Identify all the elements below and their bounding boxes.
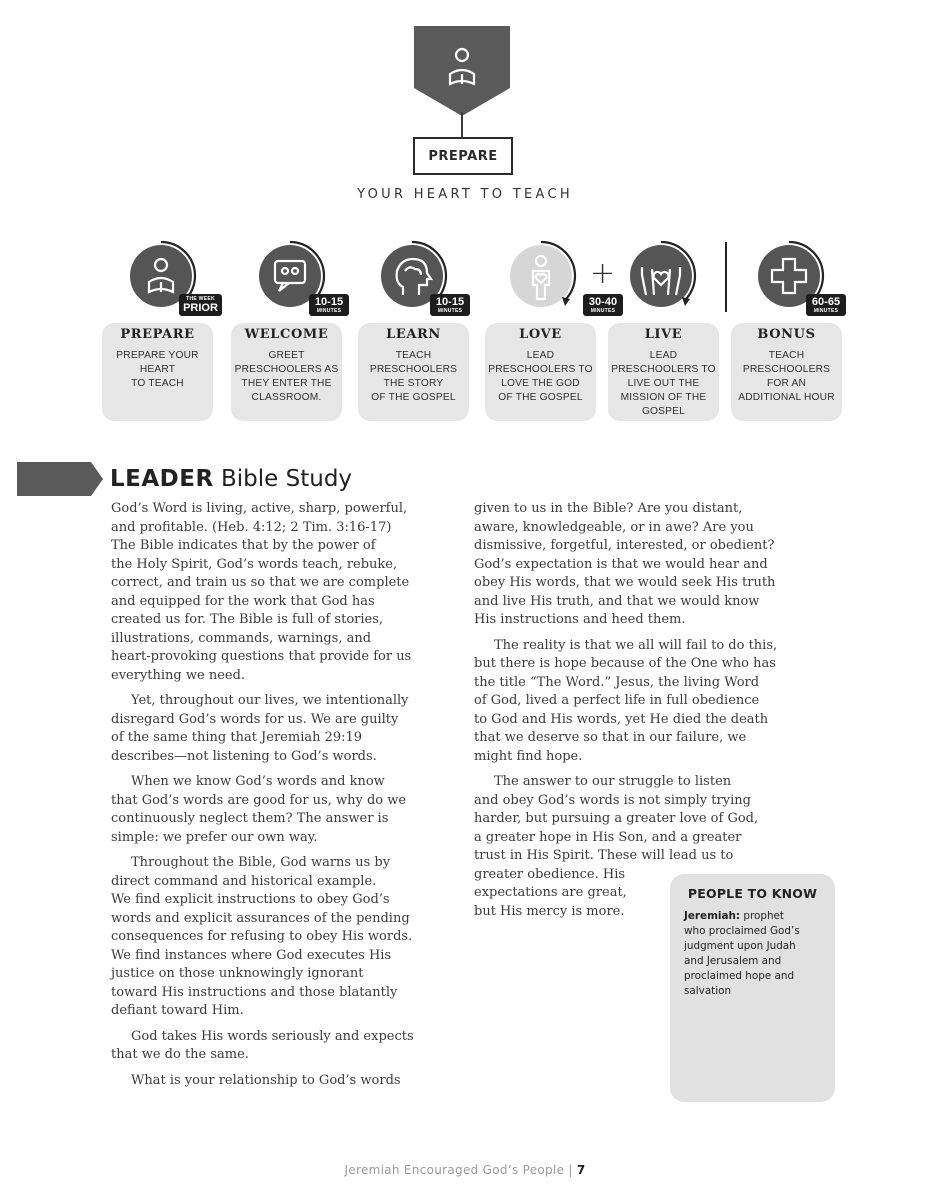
time-badge: THE WEEK PRIOR	[179, 294, 222, 316]
step-card-welcome	[231, 323, 342, 421]
footer-separator: |	[568, 1163, 573, 1177]
paragraph: What is your relationship to God’s words	[131, 1072, 401, 1088]
step-desc: TEACH PRESCHOOLERS THE STORY OF THE GOSPEL	[369, 350, 458, 403]
people-to-know-body: Jeremiah: prophet who proclaimed God’s judgment upon Judah and Jerusalem and proclaimed hope and salvation	[684, 910, 800, 997]
step-desc: LEAD PRESCHOOLERS TO LOVE THE GOD OF THE GOSPEL	[488, 350, 593, 403]
person-heart-icon	[504, 239, 582, 317]
step-desc: GREET PRESCHOOLERS AS THEY ENTER THE CLASSROOM.	[234, 350, 339, 403]
step-card-love	[485, 323, 596, 421]
step-title: LEARN	[386, 327, 441, 342]
step-title: PREPARE	[120, 327, 195, 342]
page-footer	[0, 1163, 930, 1177]
time-badge: 10-15 MINUTES	[309, 294, 349, 316]
step-title: LIVE	[644, 327, 683, 342]
time-badge: 10-15 MINUTES	[430, 294, 470, 316]
paragraph: God’s Word is living, active, sharp, powerful, and profitable. (Heb. 4:12; 2 Tim. 3:16-17) The Bible indicates that by the power of the Holy Spirit, God’s words teach, rebuke, correct, and train us so that we are complete and equipped for the work that God has created us for. The Bible is full of stories, illustrations, commands, warnings, and heart-provoking questions that provide for us everything we need.	[111, 501, 412, 683]
section-tab-arrow	[17, 462, 103, 496]
step-desc: TEACH PRESCHOOLERS FOR AN ADDITIONAL HOUR	[738, 350, 835, 403]
section-divider	[725, 242, 727, 312]
step-desc: PREPARE YOUR HEART TO TEACH	[116, 350, 199, 389]
paragraph: Throughout the Bible, God warns us by direct command and historical example. We find explicit instructions to obey God’s words and explicit assurances of the pending consequences for refusing to obey His words. We find instances where God executes His justice on those unknowingly ignorant toward His instructions and those blatantly defiant toward Him.	[111, 855, 413, 1018]
step-card-learn	[358, 323, 469, 421]
paragraph: The answer to our struggle to listen and obey God’s words is not simply trying harder, but pursuing a greater love of God, a greater hope in His Son, and a greater trust in His Spirit. These will lead us to greater obedience. His expectations are great, but His mercy is more.	[474, 774, 759, 919]
step-desc: LEAD PRESCHOOLERS TO LIVE OUT THE MISSION OF THE GOSPEL	[611, 350, 716, 417]
paragraph: When we know God’s words and know that God’s words are good for us, why do we continuously neglect them? The answer is simple: we prefer our own way.	[111, 774, 407, 845]
body-column-right	[474, 500, 822, 928]
step-card-live	[608, 323, 719, 421]
time-badge: 60-65 MINUTES	[806, 294, 846, 316]
step-card-prepare	[102, 323, 213, 421]
paragraph: Yet, throughout our lives, we intentionally disregard God’s words for us. We are guilty of the same thing that Jeremiah 29:19 describes—not listening to God’s words.	[111, 693, 409, 764]
step-card-bonus	[731, 323, 842, 421]
footer-title: Jeremiah Encouraged God’s People	[344, 1163, 565, 1177]
prepare-box: PREPARE	[413, 137, 513, 175]
paragraph: God takes His words seriously and expects that we do the same.	[111, 1028, 414, 1062]
step-title: LOVE	[519, 327, 562, 342]
body-column-left	[111, 500, 456, 1097]
person-name: Jeremiah:	[684, 910, 741, 922]
time-badge: 30-40 MINUTES	[583, 294, 623, 316]
step-title: WELCOME	[244, 327, 329, 342]
people-to-know-title: PEOPLE TO KNOW	[687, 886, 818, 901]
banner-shape	[414, 26, 510, 118]
step-title: BONUS	[757, 327, 816, 342]
people-to-know-box	[670, 874, 835, 1102]
paragraph: given to us in the Bible? Are you distant, aware, knowledgeable, or in awe? Are you dismissive, forgetful, interested, or obedient? God’s expectation is that we would hear and obey His words, that we would seek His truth and live His truth, and that we would know His instructions and heed them.	[474, 501, 776, 627]
banner-stem	[461, 112, 463, 138]
page-number: 7	[576, 1163, 586, 1177]
page-subtitle: YOUR HEART TO TEACH	[357, 187, 573, 202]
paragraph: The reality is that we all will fail to do this, but there is hope because of the One who has the title “The Word.” Jesus, the living Word of God, lived a perfect life in full obedience to God and His words, yet He died the death that we deserve so that in our failure, we might find hope.	[474, 637, 778, 764]
section-heading: LEADER Bible Study	[110, 466, 353, 492]
hands-heart-icon	[622, 239, 700, 317]
plus-connector: +	[590, 256, 616, 291]
